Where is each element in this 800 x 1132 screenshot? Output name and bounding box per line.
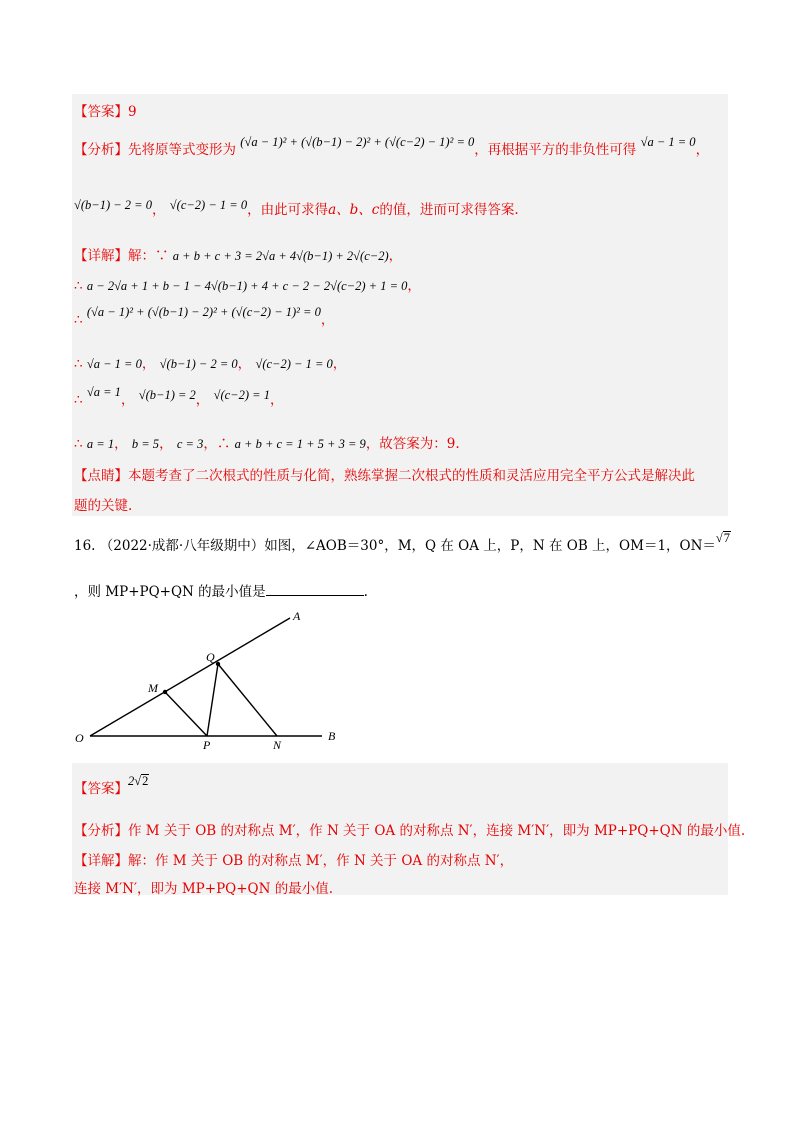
detail-eq1: a + b + c + 3 = 2√a + 4√(b−1) + 2√(c−2) [172,249,389,263]
comment-15-line2 [74,494,132,514]
therefore-symbol: ∴ [74,356,83,372]
segment-qn [218,664,277,736]
question-number: 16. [74,538,96,554]
comment-15-line1 [74,464,695,484]
solution-block-16 [72,763,746,897]
detail-eq5a: √a = 1 [86,385,121,399]
detail-15-line2: ∴ a − 2√a + 1 + b − 1 − 4√(b−1) + 4 + c − 2 − 2√(c−2) + 1 = 0， [74,278,421,294]
analysis-vars: a、b、c [328,202,380,218]
answer-16-value: 2√2 [128,774,149,788]
answer-coef: 2 [128,774,135,788]
sqrt-7: √7 [715,531,731,545]
answer-blank [266,583,364,596]
label-o: O [75,731,84,745]
analysis-text: ，再根据平方的非负性可得 [474,142,637,158]
answer-value: 9 [128,104,137,120]
therefore-symbol: ∴ [74,278,83,294]
detail-15-line4: ∴ √a − 1 = 0， √(b−1) − 2 = 0， √(c−2) − 1 = 0， [74,356,347,372]
analysis-tag: 【分析】 [74,142,128,158]
detail-text: 连接 M′N′，即为 MP+PQ+QN 的最小值. [74,881,333,897]
segment-mp [165,692,207,736]
detail-eq6a: a = 1 [86,437,115,451]
analysis-text: 的值，进而可求得答案. [379,202,519,218]
label-p: P [203,738,211,752]
label-b: B [328,729,336,743]
because-symbol: ∵ [155,248,169,264]
analysis-15-line2 [74,198,519,218]
answer-tag: 【答案】 [74,104,128,120]
analysis-expr1: (√a − 1)² + (√(b−1) − 2)² + (√(c−2) − 1)² = 0 [240,135,475,149]
label-m: M [148,681,158,695]
detail-eq4a: √a − 1 = 0 [86,357,142,371]
answer-tag: 【答案】 [74,781,128,797]
detail-eq4b: √(b−1) − 2 = 0 [159,357,238,371]
comment-tag: 【点睛】 [74,468,128,484]
comment-text: 题的关键. [74,498,133,514]
therefore-symbol: ∴ [216,436,231,452]
therefore-symbol: ∴ [74,312,83,328]
answer-radicand: 2 [142,774,149,788]
detail-intro: 解： [128,248,155,264]
analysis-expr4: √(c−2) − 1 = 0 [169,198,248,212]
detail-15-line3: ∴ (√a − 1)² + (√(b−1) − 2)² + (√(c−2) − 1)² = 0， [74,305,335,328]
point-m [163,690,167,694]
detail-eq6d: a + b + c = 1 + 5 + 3 = 9 [234,437,366,451]
analysis-text: ，由此可求得 [247,202,329,218]
detail-15-line5: ∴ √a = 1， √(b−1) = 2， √(c−2) = 1， [74,385,284,408]
detail-eq5c: √(c−2) = 1 [213,388,270,402]
separator: ， [152,202,166,218]
detail-tag: 【详解】 [74,248,128,264]
segment-pq [207,664,218,736]
question-source: （2022·成都·八年级期中） [99,538,265,554]
analysis-15-line1 [74,135,710,158]
analysis-text: ， [695,142,710,158]
detail-15-line1: 【详解】解：∵ a + b + c + 3 = 2√a + 4√(b−1) + 2√(c−2)， [74,248,403,264]
detail-conclusion: ，故答案为：9. [365,436,460,452]
analysis-text: 作 M 关于 OB 的对称点 M′，作 N 关于 OA 的对称点 N′，连接 M′N′，即为 MP+PQ+QN 的最小值. [128,823,746,839]
analysis-16 [74,819,745,839]
analysis-text: 先将原等式变形为 [128,142,236,158]
detail-eq2: a − 2√a + 1 + b − 1 − 4√(b−1) + 4 + c − 2 − 2√(c−2) + 1 = 0 [86,279,408,293]
label-q: Q [206,650,215,664]
label-a: A [293,609,301,623]
question-text: ，则 MP+PQ+QN 的最小值是 [74,584,266,600]
answer-15 [74,100,137,120]
solution-block-15 [72,94,728,516]
analysis-expr2: √a − 1 = 0 [640,135,696,149]
therefore-symbol: ∴ [74,392,83,408]
point-q [216,662,220,666]
question-end: . [363,584,368,600]
detail-eq5b: √(b−1) = 2 [138,388,196,402]
question-16-line1 [74,531,731,554]
answer-16 [74,774,149,797]
detail-16-line1 [74,849,513,869]
comment-text: 本题考查了二次根式的性质与化简，熟练掌握二次根式的性质和灵活应用完全平方公式是解决此 [128,468,695,484]
sqrt-7-radicand: 7 [723,531,731,545]
detail-eq3: (√a − 1)² + (√(b−1) − 2)² + (√(c−2) − 1)² = 0 [86,305,321,319]
detail-16-line2 [74,877,333,897]
detail-tag: 【详解】 [74,853,128,869]
therefore-symbol: ∴ [74,436,83,452]
analysis-expr3: √(b−1) − 2 = 0 [74,198,152,212]
analysis-tag: 【分析】 [74,823,128,839]
detail-eq6c: c = 3 [176,437,204,451]
detail-text: 解：作 M 关于 OB 的对称点 M′，作 N 关于 OA 的对称点 N′， [128,853,514,869]
label-n: N [273,738,282,752]
detail-15-line6: ∴ a = 1， b = 5， c = 3，∴ a + b + c = 1 + 5 + 3 = 9，故答案为：9. [74,436,460,452]
detail-eq4c: √(c−2) − 1 = 0 [255,357,333,371]
question-text: 如图，∠AOB＝30°，M，Q 在 OA 上，P，N 在 OB 上，OM＝1，ON＝ [264,538,716,554]
geometry-figure [70,604,360,754]
question-16-line2 [74,580,368,600]
detail-eq6b: b = 5 [131,437,160,451]
